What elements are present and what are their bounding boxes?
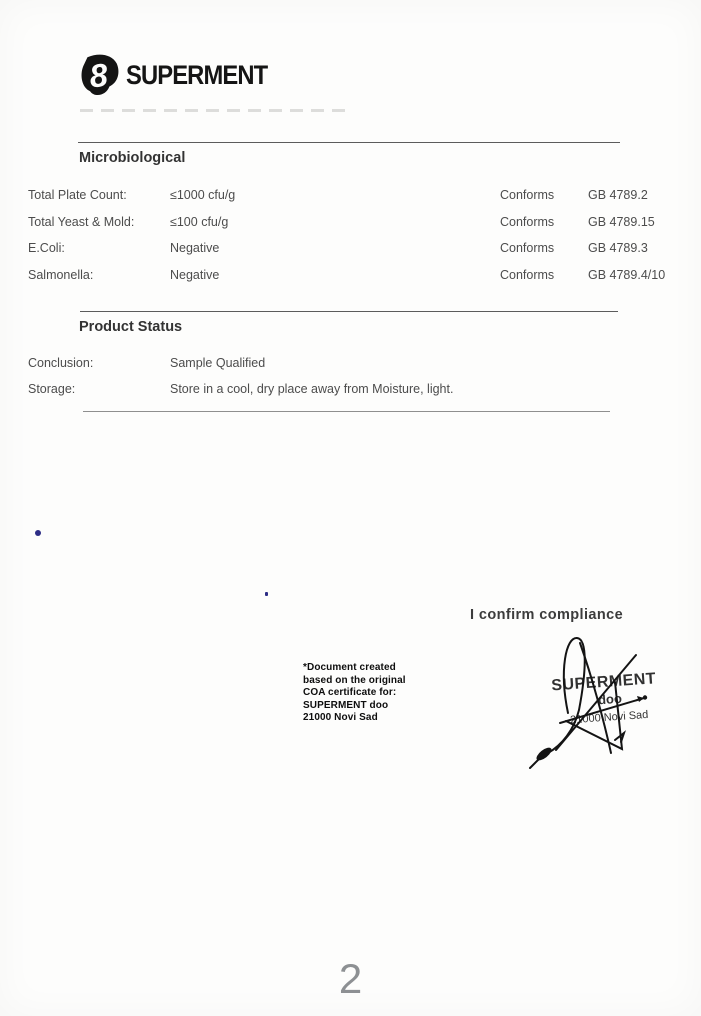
logo-wordmark: SUPERMENT [126,59,268,90]
pen-mark-dot-small [265,592,268,596]
row-label: Storage: [28,382,76,396]
signature-ink-blobs [534,695,647,762]
row-value: Negative [170,268,220,282]
row-status: Conforms [500,188,555,202]
page-number: 2 [338,955,363,1002]
section-title-product-status: Product Status [79,319,183,335]
table-row [0,268,701,285]
logo [78,52,287,98]
divider-bottom [83,411,610,412]
table-row [0,356,701,373]
pen-mark-dot [35,530,41,536]
superment-logo-icon [78,52,122,98]
divider-top [78,142,620,143]
stamp-entity-type: doo [597,690,623,708]
row-label: Total Yeast & Mold: [28,215,135,229]
row-value: Store in a cool, dry place away from Moisture, light. [170,382,454,396]
row-status: Conforms [500,241,555,255]
note-line: *Document created [303,662,396,673]
row-method: GB 4789.4/10 [588,268,666,282]
row-label: E.Coli: [28,241,65,255]
document-note [303,662,406,725]
row-status: Conforms [500,268,555,282]
row-label: Total Plate Count: [28,188,127,202]
row-label: Salmonella: [28,268,94,282]
table-row [0,188,701,205]
row-value: ≤1000 cfu/g [170,188,236,202]
faded-scan-line [80,109,348,112]
row-method: GB 4789.15 [588,215,655,229]
row-value: Sample Qualified [170,356,266,370]
note-line: based on the original [303,674,406,686]
row-method: GB 4789.3 [588,241,648,255]
note-line: 21000 Novi Sad [303,712,378,723]
note-line: SUPERMENT doo [303,699,389,711]
stamp-city: 21000 Novi Sad [569,708,649,727]
confirmation-text: I confirm compliance [470,607,624,623]
note-line: COA certificate for: [303,687,397,698]
svg-text:8: 8 [87,56,110,95]
row-value: ≤100 cfu/g [170,215,229,229]
row-label: Conclusion: [28,356,94,370]
row-method: GB 4789.2 [588,188,648,202]
row-status: Conforms [500,215,555,229]
stamp-company-name: SUPERMENT [550,670,657,695]
stamp-and-signature [518,625,698,775]
table-row [0,215,701,232]
divider-middle [80,311,618,312]
table-row [0,241,701,258]
table-row [0,382,701,399]
row-value: Negative [170,241,220,255]
section-title-microbiological: Microbiological [79,150,186,166]
